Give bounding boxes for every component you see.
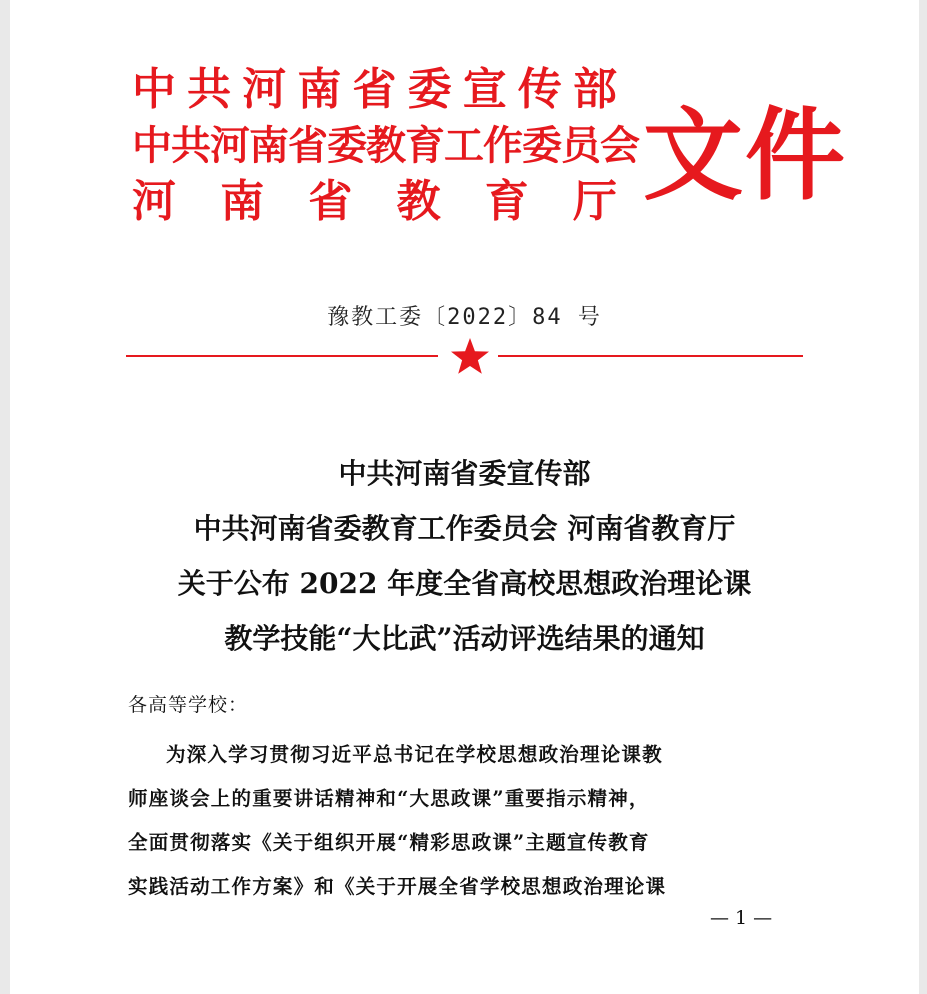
document-page xyxy=(10,0,919,994)
title-line: 关于公布 2022 年度全省高校思想政治理论课 xyxy=(177,567,752,600)
red-star-icon xyxy=(450,336,490,376)
title-line: 中共河南省委宣传部 xyxy=(338,457,591,490)
body-line: 实践活动工作方案》和《关于开展全省学校思想政治理论课 xyxy=(128,875,667,898)
body-line: 全面贯彻落实《关于组织开展“精彩思政课”主题宣传教育 xyxy=(128,831,650,854)
red-divider-left xyxy=(126,355,438,357)
document-number: 豫教工委〔2022〕84 号 xyxy=(327,305,602,330)
viewer-scrollbar-track[interactable] xyxy=(919,0,927,994)
red-divider-right xyxy=(498,355,803,357)
viewer-left-gutter xyxy=(0,0,10,994)
notice-title xyxy=(10,446,919,666)
salutation: 各高等学校： xyxy=(128,694,249,716)
document-label: 文件 xyxy=(643,96,847,214)
issuer-propaganda-dept: 中 共 河 南 省 委 宣 传 部 xyxy=(132,64,617,115)
page-number: — 1 — xyxy=(710,907,773,929)
issuing-authorities xyxy=(132,62,639,230)
body-line: 为深入学习贯彻习近平总书记在学校思想政治理论课教 xyxy=(166,743,663,766)
title-line: 教学技能“大比武”活动评选结果的通知 xyxy=(224,622,705,655)
body-paragraph xyxy=(128,733,808,909)
body-line: 师座谈会上的重要讲话精神和“大思政课”重要指示精神， xyxy=(128,787,650,810)
title-line: 中共河南省委教育工作委员会 河南省教育厅 xyxy=(193,512,736,545)
issuer-education-committee: 中 共 河 南 省 委 教 育 工 作 委 员 会 xyxy=(132,122,639,169)
issuer-education-dept: 河 南 省 教 育 厅 xyxy=(132,176,617,227)
